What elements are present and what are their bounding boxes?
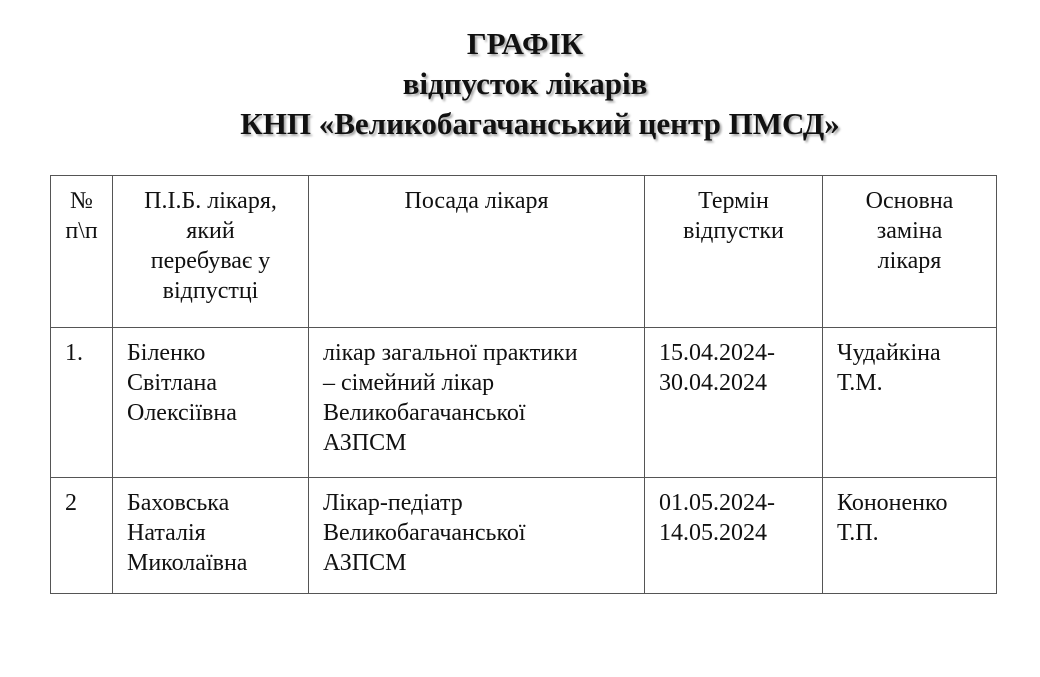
table-row — [51, 328, 997, 478]
header-term: Термін відпустки — [645, 176, 823, 328]
title-line-1: ГРАФІК — [466, 26, 584, 61]
doctor-name: Біленко Світлана Олексіївна — [113, 328, 309, 478]
doctor-position: Лікар-педіатр Великобагачанської АЗПСМ — [309, 478, 645, 594]
table-header-row — [51, 176, 997, 328]
table-row — [51, 478, 997, 594]
doctor-name: Баховська Наталія Миколаївна — [113, 478, 309, 594]
vacation-term: 15.04.2024- 30.04.2024 — [645, 328, 823, 478]
doctor-position: лікар загальної практики – сімейний лікар Великобагачанської АЗПСМ — [309, 328, 645, 478]
header-position: Посада лікаря — [309, 176, 645, 328]
row-number: 1. — [51, 328, 113, 478]
title-line-2: відпусток лікарів — [402, 66, 648, 101]
header-doctor-name: П.І.Б. лікаря, який перебуває у відпустці — [113, 176, 309, 328]
row-number: 2 — [51, 478, 113, 594]
header-substitute: Основна заміна лікаря — [823, 176, 997, 328]
substitute-doctor: Чудайкіна Т.М. — [823, 328, 997, 478]
vacation-schedule-table — [50, 175, 997, 594]
vacation-term: 01.05.2024- 14.05.2024 — [645, 478, 823, 594]
substitute-doctor: Кононенко Т.П. — [823, 478, 997, 594]
title-line-3: КНП «Великобагачанський центр ПМСД» — [240, 106, 840, 141]
header-number: № п\п — [51, 176, 113, 328]
document-title — [0, 24, 1040, 144]
